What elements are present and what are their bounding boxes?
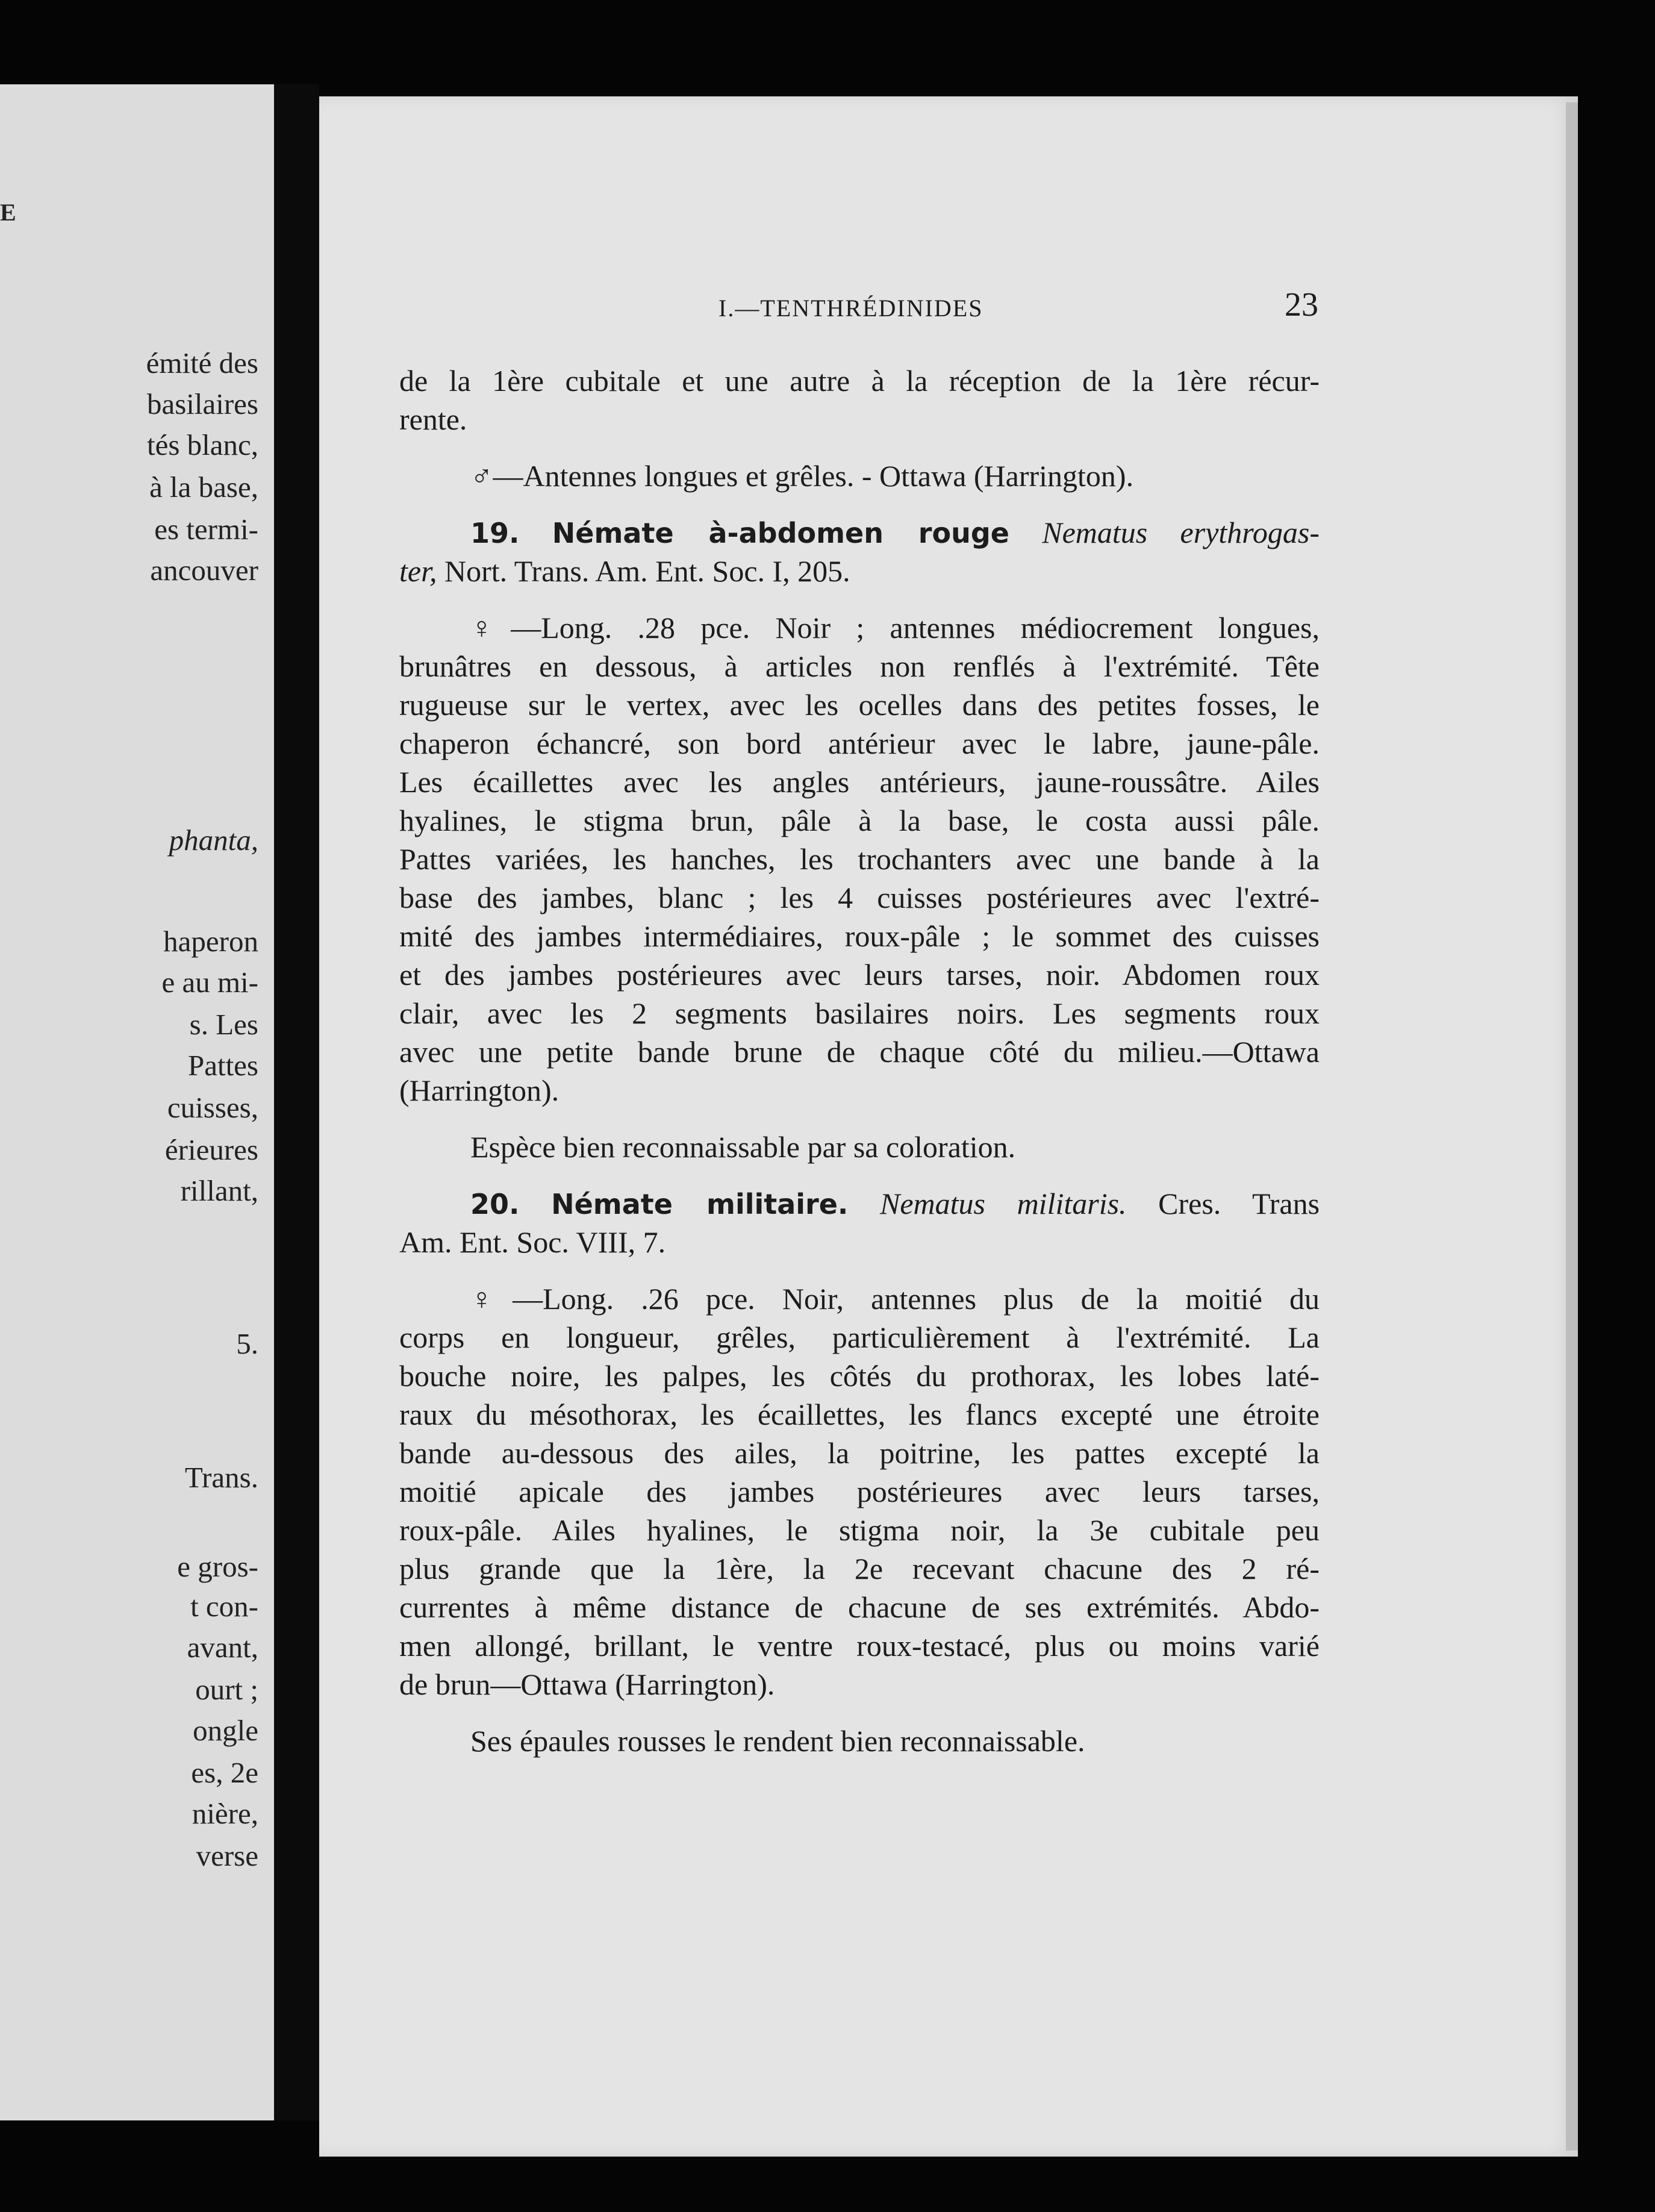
text-line: (Harrington). [399, 1073, 559, 1107]
remark: Espèce bien reconnaissable par sa coloration. [470, 1130, 1016, 1164]
male-description: ♂—Antennes longues et grêles. - Ottawa (Harrington). [470, 459, 1134, 493]
text-line: bande au-dessous des ailes, la poitrine, les pattes excepté la [399, 1436, 1320, 1470]
text-line: mité des jambes intermédiaires, roux-pâle ; le sommet des cuisses [399, 919, 1320, 953]
left-page-text-fragment: nière, [192, 1797, 258, 1830]
citation-text: Nort. Trans. Am. Ent. Soc. I, 205. [437, 554, 850, 588]
left-page-text-fragment: avant, [187, 1631, 258, 1664]
left-page-text-fragment: s. Les [189, 1008, 258, 1041]
text-line: Les écaillettes avec les angles antérieurs, jaune-roussâtre. Ailes [399, 765, 1320, 799]
left-page-text-fragment: es, 2e [191, 1756, 258, 1789]
text-line: corps en longueur, grêles, particulièrement à l'extrémité. La [399, 1320, 1320, 1354]
species-citation: Am. Ent. Soc. VIII, 7. [399, 1225, 666, 1259]
left-page-text-fragment: verse [196, 1839, 258, 1872]
text-line: Pattes variées, les hanches, les trochanters avec une bande à la [399, 842, 1320, 876]
species-latin-name-end: ter, [399, 554, 437, 588]
left-page-text-fragment: à la base, [149, 470, 258, 504]
text-line: hyalines, le stigma brun, pâle à la base, le costa aussi pâle. [399, 804, 1320, 837]
species-heading-20 [399, 1184, 1320, 1223]
text-line: roux-pâle. Ailes hyalines, le stigma noir, la 3e cubitale peu [399, 1513, 1320, 1547]
text-line: ♀—Long. .26 pce. Noir, antennes plus de la moitié du [470, 1282, 1320, 1316]
text-line: base des jambes, blanc ; les 4 cuisses postérieures avec l'extré- [399, 881, 1320, 914]
text-line: chaperon échancré, son bord antérieur avec le labre, jaune-pâle. [399, 726, 1320, 760]
text-line: de la 1ère cubitale et une autre à la réception de la 1ère récur- [399, 364, 1320, 398]
text-line: clair, avec les 2 segments basilaires noirs. Les segments roux [399, 996, 1320, 1030]
text-line: rugueuse sur le vertex, avec les ocelles dans des petites fosses, le [399, 688, 1320, 722]
left-page-text-fragment: rillant, [180, 1174, 258, 1207]
species-number: 19. [470, 517, 520, 549]
left-page-text-fragment: haperon [163, 925, 258, 958]
text-line: et des jambes postérieures avec leurs tarses, noir. Abdomen roux [399, 958, 1320, 992]
text-line: ♀—Long. .28 pce. Noir ; antennes médiocrement longues, [470, 611, 1320, 645]
text-line: raux du mésothorax, les écaillettes, les flancs excepté une étroite [399, 1398, 1320, 1431]
left-page-text-fragment: basilaires [146, 387, 258, 420]
left-page-text-fragment: ourt ; [195, 1673, 258, 1706]
text-line: brunâtres en dessous, à articles non renflés à l'extrémité. Tête [399, 649, 1320, 683]
left-page-text-fragment: tés blanc, [146, 428, 258, 461]
remark: Ses épaules rousses le rendent bien reconnaissable. [470, 1724, 1085, 1758]
text-line: moitié apicale des jambes postérieures avec leurs tarses, [399, 1475, 1320, 1508]
left-page-text-fragment: e gros- [177, 1550, 258, 1583]
left-page-text-fragment: phanta, [169, 823, 258, 857]
page-number: 23 [1285, 286, 1318, 323]
left-page-text-fragment: émité des [146, 346, 258, 380]
text-line: currentes à même distance de chacune de ses extrémités. Abdo- [399, 1590, 1320, 1624]
left-page-text-fragment: ancouver [150, 554, 258, 587]
citation-text: Cres. Trans [1126, 1187, 1320, 1220]
left-page-text-fragment: 5. [236, 1327, 258, 1360]
species-latin-name: Nematus militaris. [880, 1187, 1127, 1220]
species-citation [399, 552, 1320, 590]
species-common-name: Némate militaire. [551, 1188, 849, 1220]
left-page-text-fragment: t con- [190, 1590, 258, 1623]
left-page-text-fragment: es termi- [154, 513, 258, 546]
left-page-text-fragment: e au mi- [161, 966, 258, 999]
left-page-text-fragment: érieures [164, 1133, 258, 1166]
species-heading-19 [399, 513, 1320, 552]
left-page-text-fragment: Pattes [187, 1049, 258, 1082]
text-line: avec une petite bande brune de chaque côté du milieu.—Ottawa [399, 1035, 1320, 1069]
text-line: men allongé, brillant, le ventre roux-testacé, plus ou moins varié [399, 1629, 1320, 1663]
left-page-text-fragment: E [0, 199, 16, 226]
text-line: plus grande que la 1ère, la 2e recevant chacune des 2 ré- [399, 1552, 1320, 1586]
species-latin-name: Nematus erythrogas- [1042, 516, 1320, 549]
text-line: rente. [399, 402, 467, 436]
running-head: I.—TENTHRÉDINIDES [718, 295, 983, 322]
previous-page-fragment [0, 84, 274, 2120]
left-page-text-fragment: ongle [193, 1714, 258, 1747]
text-line: bouche noire, les palpes, les côtés du prothorax, les lobes laté- [399, 1359, 1320, 1393]
left-page-text-fragment: Trans. [184, 1461, 258, 1494]
left-page-text-fragment: cuisses, [167, 1091, 258, 1124]
body-text [399, 361, 1320, 1760]
page-edge [1566, 102, 1578, 2151]
species-common-name: Némate à-abdomen rouge [552, 517, 1009, 549]
species-number: 20. [470, 1188, 520, 1220]
book-gutter [274, 84, 319, 2120]
text-line: de brun—Ottawa (Harrington). [399, 1667, 775, 1701]
